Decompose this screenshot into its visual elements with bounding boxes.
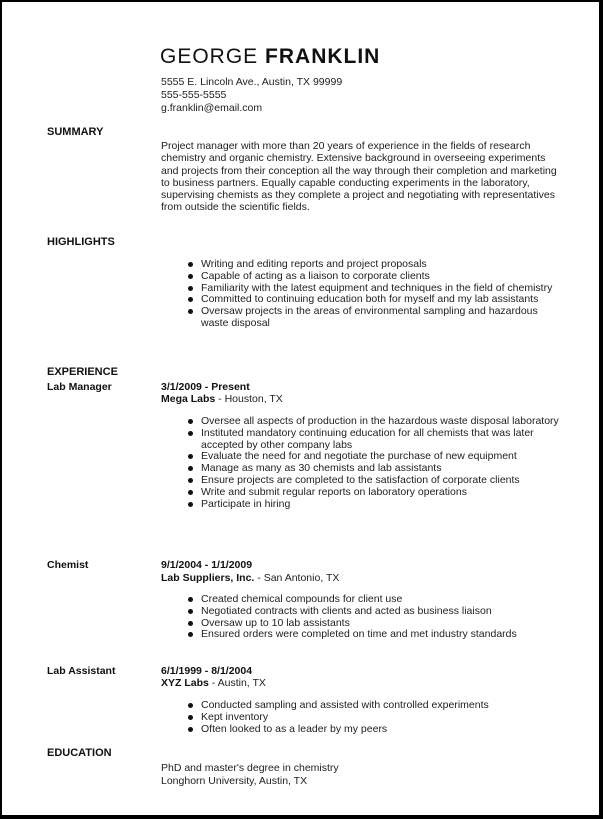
email: g.franklin@email.com <box>161 102 263 115</box>
highlights-list <box>161 259 563 330</box>
job-title: Lab Manager <box>47 381 112 393</box>
list-item: Ensured orders were completed on time and met industry standards <box>161 629 563 641</box>
job-dates: 9/1/2004 - 1/1/2009 <box>161 559 253 571</box>
company-name: Mega Labs <box>161 393 216 405</box>
job-duties-list <box>161 700 563 735</box>
job-title: Lab Assistant <box>47 665 116 677</box>
list-item: Ensure projects are completed to the satisfaction of corporate clients <box>161 475 563 487</box>
education-degree: PhD and master's degree in chemistry <box>161 762 339 774</box>
list-item: Oversee all aspects of production in the hazardous waste disposal laboratory <box>161 416 563 428</box>
list-item: Committed to continuing education both for myself and my lab assistants <box>161 294 563 306</box>
job-company <box>161 677 266 689</box>
company-name: XYZ Labs <box>161 677 209 689</box>
list-item: Evaluate the need for and negotiate the purchase of new equipment <box>161 451 563 463</box>
list-item: Oversaw up to 10 lab assistants <box>161 618 563 630</box>
list-item: Oversaw projects in the areas of environmental sampling and hazardous waste disposal <box>161 306 563 330</box>
education-heading: EDUCATION <box>47 747 112 759</box>
education-block <box>161 762 563 787</box>
summary-heading: SUMMARY <box>47 126 104 138</box>
list-item: Familiarity with the latest equipment and techniques in the field of chemistry <box>161 283 563 295</box>
address: 5555 E. Lincoln Ave., Austin, TX 99999 <box>161 76 343 88</box>
list-item: Capable of acting as a liaison to corporate clients <box>161 271 563 283</box>
summary-text: Project manager with more than 20 years of experience in the fields of research chemistry and organic chemistry. Extensive background in overseeing experiments and projects from their conception all the way through their completion and marketing to business partners. Equally capable conducting experiments in the laboratory, supervising chemists as they complete a project and negotiating with representatives from outside the scientific fields. <box>161 140 557 214</box>
list-item: Write and submit regular reports on laboratory operations <box>161 487 563 499</box>
last-name: FRANKLIN <box>265 45 381 68</box>
list-item: Created chemical compounds for client use <box>161 594 563 606</box>
job-dates: 3/1/2009 - Present <box>161 381 250 393</box>
company-name: Lab Suppliers, Inc. <box>161 572 255 584</box>
phone: 555-555-5555 <box>161 89 227 102</box>
experience-heading: EXPERIENCE <box>47 366 118 378</box>
list-item: Writing and editing reports and project proposals <box>161 259 563 271</box>
job-company <box>161 393 283 405</box>
job-duties-list <box>161 594 563 641</box>
candidate-name <box>160 45 380 69</box>
list-item: Often looked to as a leader by my peers <box>161 724 563 736</box>
list-item: Conducted sampling and assisted with controlled experiments <box>161 700 563 712</box>
company-location: - San Antonio, TX <box>254 572 340 584</box>
contact-block <box>161 76 342 116</box>
job-company <box>161 572 339 584</box>
list-item: Negotiated contracts with clients and acted as business liaison <box>161 606 563 618</box>
job-title: Chemist <box>47 559 89 571</box>
list-item: Manage as many as 30 chemists and lab assistants <box>161 463 563 475</box>
list-item: Kept inventory <box>161 712 563 724</box>
list-item: Participate in hiring <box>161 499 563 511</box>
job-dates: 6/1/1999 - 8/1/2004 <box>161 665 253 677</box>
list-item: Instituted mandatory continuing education for all chemists that was later accepted by other company labs <box>161 428 563 452</box>
company-location: - Austin, TX <box>208 677 266 689</box>
company-location: - Houston, TX <box>215 393 283 405</box>
first-name: GEORGE <box>160 45 259 68</box>
highlights-heading: HIGHLIGHTS <box>47 236 115 248</box>
job-duties-list <box>161 416 563 510</box>
education-school: Longhorn University, Austin, TX <box>161 774 308 787</box>
